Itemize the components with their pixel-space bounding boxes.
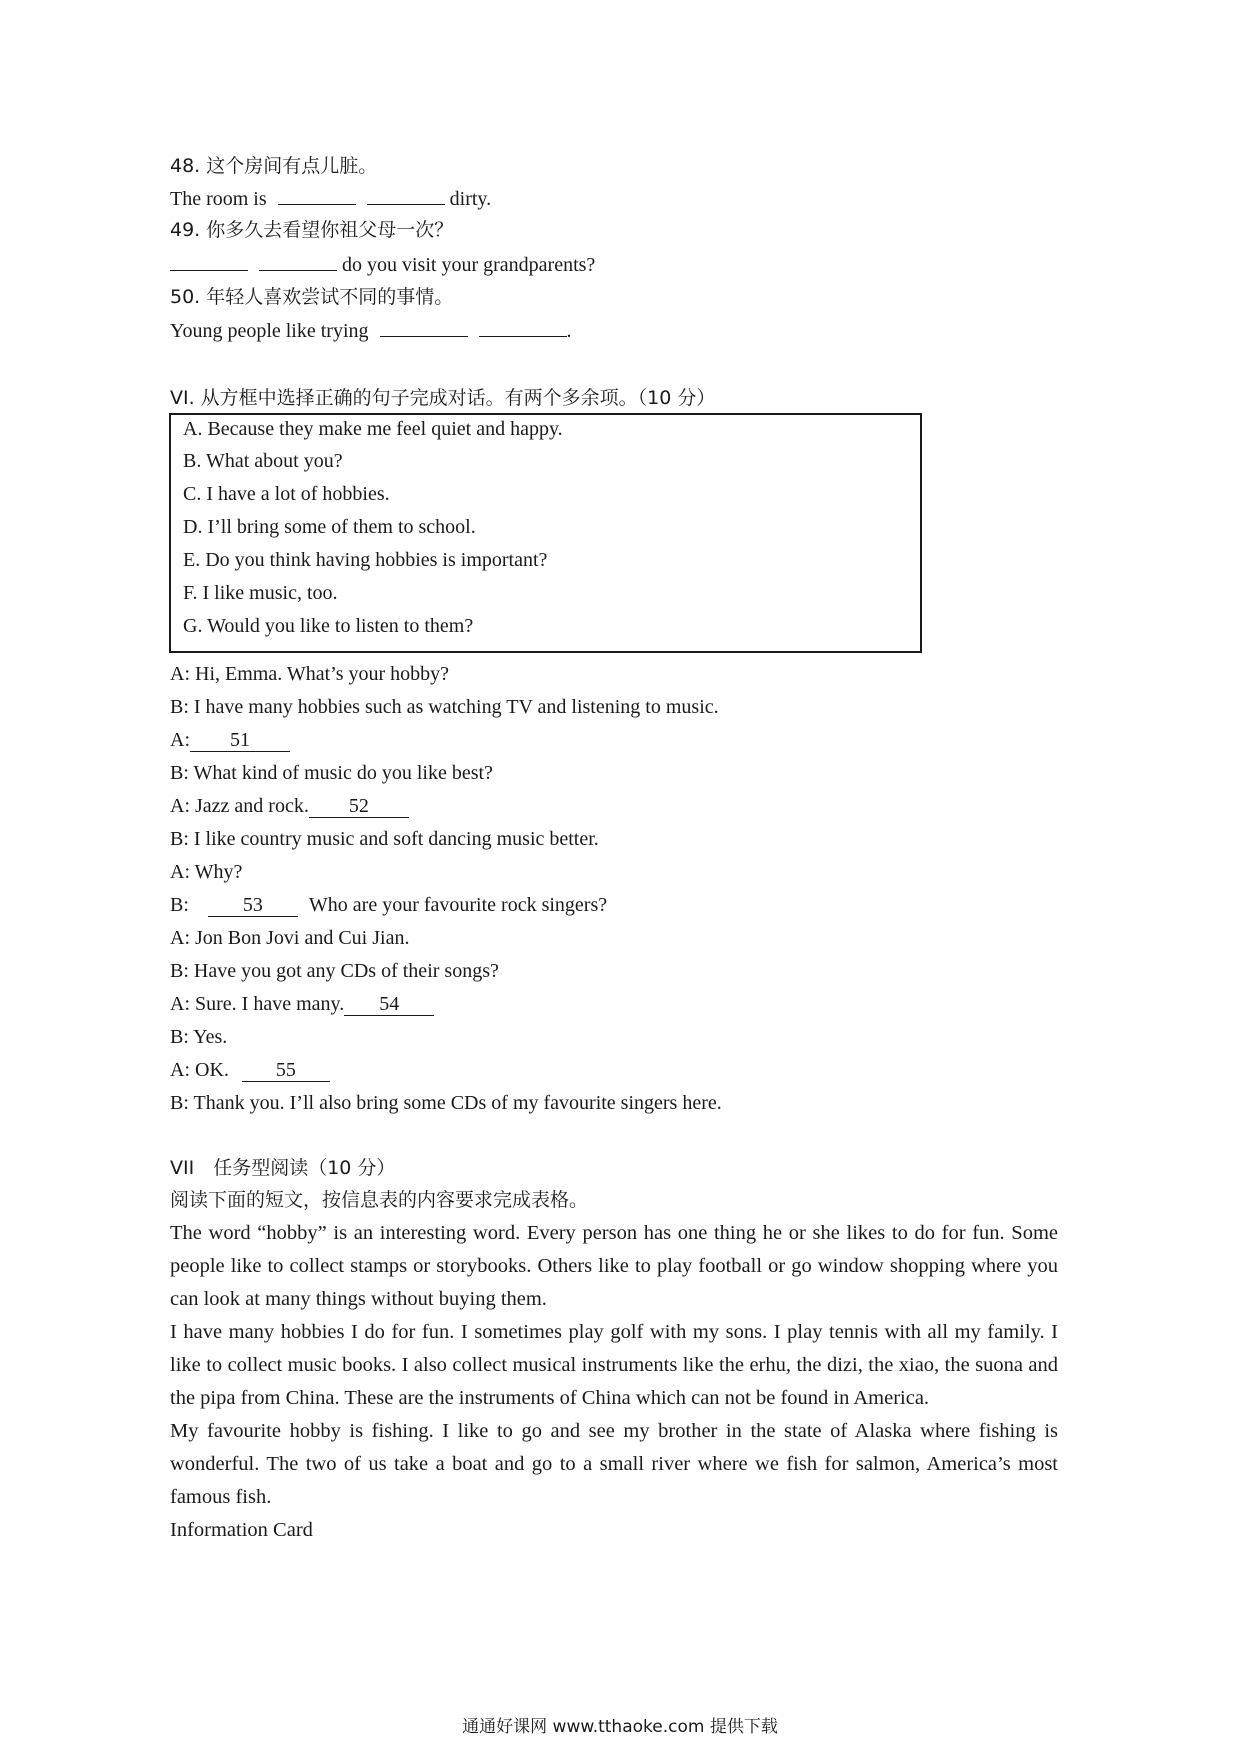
dialogue-line: B: I like country music and soft dancing music better. [170, 828, 599, 850]
dialogue-text: A: Sure. I have many. [170, 993, 345, 1015]
dialogue-line: A: Jon Bon Jovi and Cui Jian. [170, 927, 410, 949]
answer-blank[interactable] [259, 250, 337, 271]
option-e: E. Do you think having hobbies is important? [183, 549, 548, 571]
passage-paragraph: My favourite hobby is fishing. I like to go and see my brother in the state of Alaska where fishing is wonderful. The two of us take a boat and go to a small river where we fish for salmon, America’s most famous fish. [170, 1420, 1058, 1508]
dialogue-line [170, 792, 409, 820]
option-b: B. What about you? [183, 450, 343, 472]
blank-55[interactable]: 55 [242, 1059, 330, 1082]
answer-blank[interactable] [380, 316, 468, 337]
blank-54[interactable]: 54 [344, 993, 434, 1016]
dialogue-line [170, 726, 290, 754]
blank-53[interactable]: 53 [208, 894, 298, 917]
q48-english [170, 184, 491, 213]
q50-english [170, 316, 572, 345]
dialogue-text: Who are your favourite rock singers? [308, 894, 608, 916]
q49-chinese: 49. 你多久去看望你祖父母一次？ [170, 219, 454, 241]
blank-52[interactable]: 52 [309, 795, 409, 818]
blank-51[interactable]: 51 [190, 729, 290, 752]
dialogue-line: A: Why? [170, 861, 243, 883]
dialogue-line: B: I have many hobbies such as watching TV and listening to music. [170, 696, 719, 718]
options-box [169, 413, 922, 653]
answer-blank[interactable] [170, 250, 248, 271]
page-footer: 通通好课网 www.tthaoke.com 提供下载 [462, 1717, 778, 1737]
q50-prefix: Young people like trying [170, 320, 369, 342]
dialogue-line [170, 1056, 330, 1084]
dialogue-line: A: Hi, Emma. What’s your hobby? [170, 663, 450, 685]
answer-blank[interactable] [367, 184, 445, 205]
q49-suffix: do you visit your grandparents? [342, 254, 596, 276]
option-f: F. I like music, too. [183, 582, 338, 604]
information-card-label: Information Card [170, 1519, 313, 1541]
dialogue-line: B: Yes. [170, 1026, 228, 1048]
q50-suffix: . [566, 320, 572, 342]
dialogue-line [170, 990, 434, 1018]
option-c: C. I have a lot of hobbies. [183, 483, 390, 505]
section6-heading: VI. 从方框中选择正确的句子完成对话。有两个多余项。（10 分） [170, 387, 716, 409]
dialogue-line: B: What kind of music do you like best? [170, 762, 493, 784]
dialogue-line: B: Have you got any CDs of their songs? [170, 960, 499, 982]
q48-prefix: The room is [170, 188, 267, 210]
option-g: G. Would you like to listen to them? [183, 615, 474, 637]
option-d: D. I’ll bring some of them to school. [183, 516, 476, 538]
option-a: A. Because they make me feel quiet and happy. [183, 418, 563, 440]
section7-heading: VII 任务型阅读（10 分） [170, 1157, 396, 1179]
q49-english [170, 250, 595, 279]
passage-paragraph: The word “hobby” is an interesting word. Every person has one thing he or she likes to do for fun. Some people like to collect stamps or storybooks. Others like to play football or go window shopping where you can look at many things without buying them. [170, 1222, 1058, 1310]
passage-paragraph: I have many hobbies I do for fun. I sometimes play golf with my sons. I play tennis with all my family. I like to collect music books. I also collect musical instruments like the erhu, the dizi, the xiao, the suona and the pipa from China. These are the instruments of China which can not be found in America. [170, 1321, 1058, 1409]
answer-blank[interactable] [278, 184, 356, 205]
speaker-label: A: [170, 729, 190, 751]
dialogue-line [170, 891, 607, 919]
speaker-label: B: [170, 894, 189, 916]
reading-passage [170, 1217, 1058, 1547]
section7-instruction: 阅读下面的短文，按信息表的内容要求完成表格。 [170, 1189, 589, 1211]
q48-chinese: 48. 这个房间有点儿脏。 [170, 155, 378, 177]
q50-chinese: 50. 年轻人喜欢尝试不同的事情。 [170, 286, 454, 308]
q48-suffix: dirty. [449, 188, 492, 210]
dialogue-text: A: OK. [170, 1059, 229, 1081]
dialogue-line: B: Thank you. I’ll also bring some CDs of my favourite singers here. [170, 1092, 722, 1114]
dialogue-text: A: Jazz and rock. [170, 795, 309, 817]
answer-blank[interactable] [479, 316, 567, 337]
